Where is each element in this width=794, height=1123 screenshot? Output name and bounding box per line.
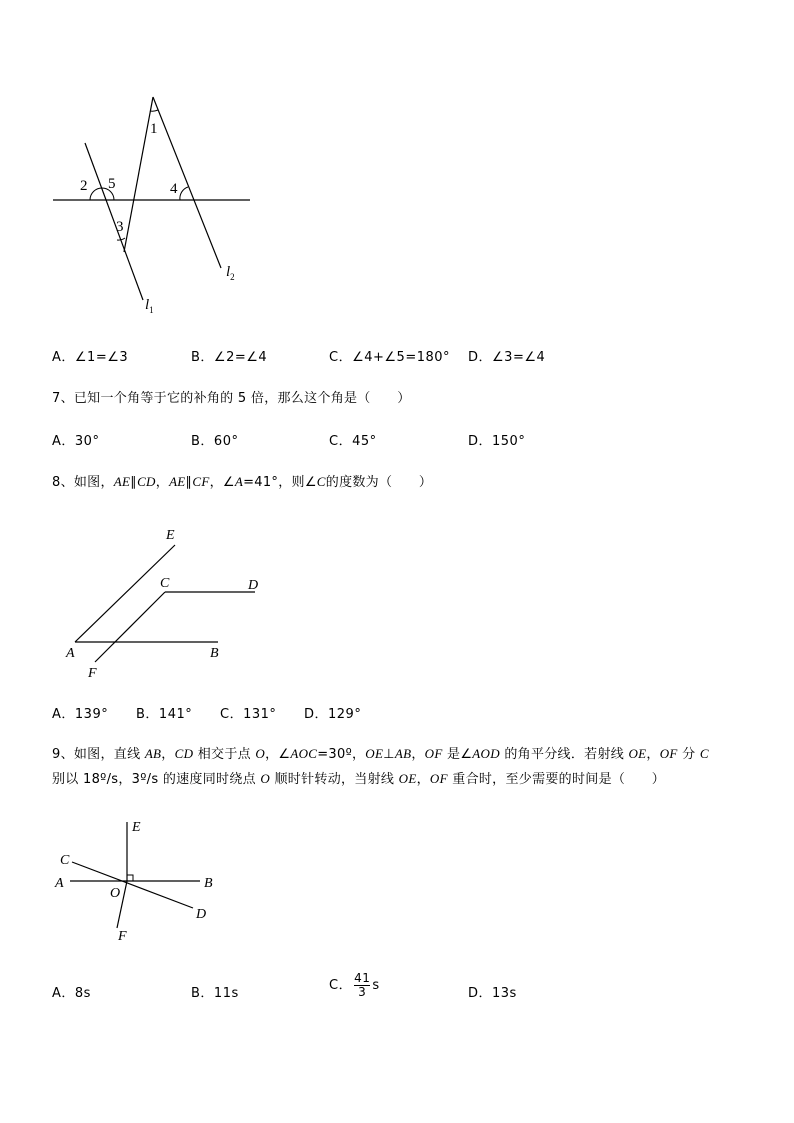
- option-text: 129°: [328, 707, 362, 722]
- line-cd: [72, 862, 193, 908]
- fraction-numerator: 41: [354, 971, 371, 985]
- option-text: 60°: [213, 434, 239, 449]
- point-e: E: [166, 528, 175, 543]
- option-text: ∠1=∠3: [74, 350, 129, 365]
- q6-figure: [0, 0, 300, 330]
- line-label-l2: $l_2$: [226, 264, 235, 282]
- q6-option-a[interactable]: [52, 346, 128, 365]
- q8-option-a[interactable]: [52, 703, 108, 722]
- option-letter: A．: [52, 707, 75, 722]
- q7-option-a[interactable]: [52, 430, 99, 449]
- line-cf: [95, 592, 165, 662]
- q8-option-d[interactable]: [304, 703, 361, 722]
- line-l1: [85, 143, 143, 300]
- q6-option-b[interactable]: [191, 346, 267, 365]
- option-text: 13s: [492, 986, 517, 1001]
- option-text: ∠2=∠4: [213, 350, 268, 365]
- angle-arc-1: [150, 110, 158, 111]
- q8-figure: [0, 515, 300, 685]
- point-o: O: [110, 886, 121, 901]
- option-letter: C．: [329, 434, 353, 449]
- q7-option-c[interactable]: [329, 430, 377, 449]
- option-letter: C．: [329, 978, 353, 993]
- q9-stem-line-1: 9、如图，直线 AB，CD 相交于点 O，∠AOC=30º，OE⊥AB，OF 是∠AOD 的角平分线．若射线 OE，OF 分 C: [52, 746, 709, 762]
- option-text: 11s: [213, 986, 239, 1001]
- option-letter: B．: [191, 986, 214, 1001]
- option-letter: B．: [191, 434, 214, 449]
- angle-label-2: 2: [80, 178, 88, 194]
- q6-option-d[interactable]: [468, 346, 545, 365]
- point-b: B: [204, 876, 213, 891]
- point-f: F: [118, 929, 127, 944]
- q9-option-a[interactable]: [52, 982, 91, 1001]
- option-text: 141°: [158, 707, 193, 722]
- q7-stem: 7、已知一个角等于它的补角的 5 倍，那么这个角是（ ）: [52, 391, 411, 406]
- q9-figure: [0, 810, 300, 950]
- option-text: 150°: [492, 434, 526, 449]
- q9-stem-line-2: 别以 18º/s，3º/s 的速度同时绕点 O 顺时针转动，当射线 OE，OF 重合时，至少需要的时间是（ ）: [52, 771, 666, 787]
- angle-label-5: 5: [108, 176, 116, 192]
- option-text: 45°: [352, 434, 377, 449]
- point-a: A: [66, 646, 75, 661]
- q8-option-b[interactable]: [136, 703, 192, 722]
- option-letter: D．: [304, 707, 329, 722]
- q8-stem: 8、如图，AE∥CD，AE∥CF，∠A=41°，则∠C的度数为（ ）: [52, 474, 433, 490]
- angle-label-4: 4: [170, 181, 178, 197]
- line-ae: [75, 545, 175, 642]
- option-text: ∠3=∠4: [492, 350, 546, 365]
- option-unit: s: [372, 978, 380, 993]
- option-letter: B．: [191, 350, 214, 365]
- option-text: 131°: [243, 707, 277, 722]
- point-c: C: [160, 576, 170, 591]
- right-angle-mark: [127, 875, 133, 881]
- point-d: D: [248, 578, 259, 593]
- angle-label-1: 1: [150, 121, 158, 137]
- line-label-l1: $l_1$: [145, 297, 154, 315]
- option-letter: C．: [220, 707, 244, 722]
- point-b: B: [210, 646, 219, 661]
- point-c: C: [60, 853, 70, 868]
- q7-option-d[interactable]: [468, 430, 525, 449]
- option-text: 30°: [74, 434, 100, 449]
- fraction: [354, 972, 370, 999]
- point-e: E: [132, 820, 141, 835]
- q7-option-b[interactable]: [191, 430, 238, 449]
- option-letter: A．: [52, 434, 75, 449]
- point-d: D: [196, 907, 207, 922]
- option-letter: A．: [52, 986, 75, 1001]
- option-letter: C．: [329, 350, 353, 365]
- fraction-denominator: 3: [354, 985, 370, 999]
- angle-arc-4: [180, 187, 188, 200]
- option-text: 8s: [74, 986, 91, 1001]
- option-text: ∠4+∠5=180°: [352, 350, 451, 365]
- q9-option-d[interactable]: [468, 982, 517, 1001]
- q9-option-c[interactable]: [329, 972, 380, 999]
- point-f: F: [88, 666, 97, 681]
- line-l2: [153, 97, 221, 268]
- option-letter: D．: [468, 350, 493, 365]
- angle-label-3: 3: [116, 219, 124, 235]
- q9-option-b[interactable]: [191, 982, 239, 1001]
- option-letter: B．: [136, 707, 159, 722]
- option-letter: D．: [468, 986, 493, 1001]
- option-letter: A．: [52, 350, 75, 365]
- transversal-line: [124, 97, 153, 252]
- option-text: 139°: [74, 707, 109, 722]
- option-letter: D．: [468, 434, 493, 449]
- q6-option-c[interactable]: [329, 346, 450, 365]
- q8-option-c[interactable]: [220, 703, 276, 722]
- point-a: A: [55, 876, 64, 891]
